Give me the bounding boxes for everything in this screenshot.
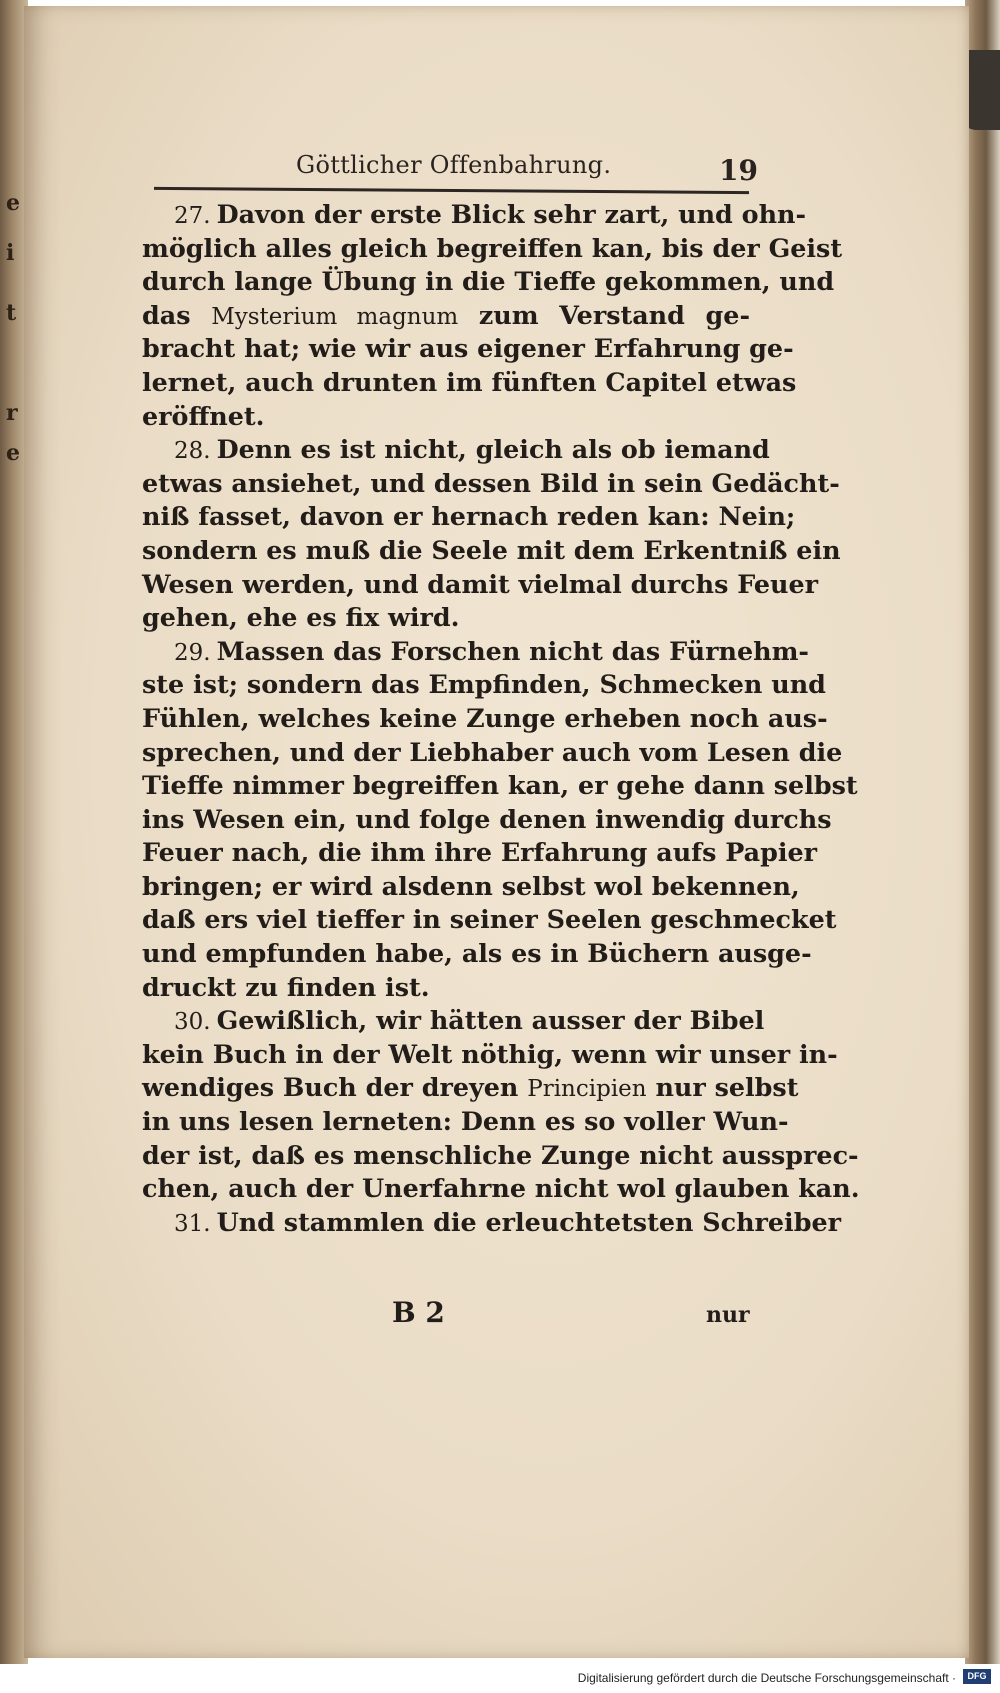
text-line xyxy=(142,232,843,266)
catchword: nur xyxy=(706,1302,750,1328)
text-line xyxy=(142,903,837,937)
text-line xyxy=(142,299,750,333)
text-line xyxy=(142,1071,799,1105)
line-text: eröffnet. xyxy=(142,400,265,431)
paragraph-number: 30. xyxy=(174,1009,211,1036)
text-line xyxy=(142,265,835,299)
line-text: das xyxy=(142,299,212,330)
line-text: Tieffe nimmer begreiffen kan, er gehe dann selbst xyxy=(142,770,858,801)
funding-credit: Digitalisierung gefördert durch die Deutsche Forschungsgemeinschaft · xyxy=(577,1671,956,1685)
paragraph-number: 31. xyxy=(174,1210,211,1237)
line-text: lernet, auch drunten im fünften Capitel etwas xyxy=(142,366,797,397)
line-text: Feuer nach, die ihm ihre Erfahrung aufs Papier xyxy=(142,837,818,868)
line-text: sprechen, und der Liebhaber auch vom Lesen die xyxy=(142,736,843,767)
line-text: chen, auch der Unerfahrne nicht wol glauben kan. xyxy=(142,1173,860,1204)
text-line xyxy=(142,635,809,669)
book-page xyxy=(24,6,969,1658)
text-line xyxy=(142,668,826,702)
text-line xyxy=(142,534,841,568)
text-line xyxy=(142,971,750,1005)
dfg-logo: DFG xyxy=(963,1669,991,1684)
text-line xyxy=(142,1206,841,1240)
antiqua-term: Principien xyxy=(527,1076,647,1103)
left-page-fragment: r xyxy=(6,400,18,426)
line-text: sondern es muß die Seele mit dem Erkentniß ein xyxy=(142,534,841,565)
line-text: ins Wesen ein, und folge denen inwendig durchs xyxy=(142,803,832,834)
left-page-fragment: e xyxy=(6,440,20,466)
line-text: Wesen werden, und damit vielmal durchs Feuer xyxy=(142,568,819,599)
line-text: etwas ansiehet, und dessen Bild in sein Gedächt- xyxy=(142,467,840,498)
page-number: 19 xyxy=(719,154,758,187)
text-line xyxy=(142,836,818,870)
line-text: Fühlen, welches keine Zunge erheben noch aus- xyxy=(142,702,828,733)
line-text: Massen das Forschen nicht das Fürnehm- xyxy=(216,635,809,666)
line-text: durch lange Übung in die Tieffe gekommen, und xyxy=(142,266,835,297)
line-text: bracht hat; wie wir aus eigener Erfahrung ge- xyxy=(142,333,794,364)
text-line xyxy=(142,1038,838,1072)
text-line xyxy=(142,433,770,467)
text-line xyxy=(142,736,843,770)
text-line xyxy=(142,601,750,635)
line-text: niß fasset, davon er hernach reden kan: Nein; xyxy=(142,501,796,532)
line-text: nur selbst xyxy=(646,1072,799,1103)
line-text: zum Verstand ge- xyxy=(458,299,751,330)
paragraph-number: 28. xyxy=(174,438,211,465)
signature-mark: B 2 xyxy=(392,1296,445,1329)
line-text: bringen; er wird alsdenn selbst wol bekennen, xyxy=(142,870,800,901)
line-text: und empfunden habe, als es in Büchern ausge- xyxy=(142,938,812,969)
text-line xyxy=(142,1172,860,1206)
line-text: druckt zu finden ist. xyxy=(142,971,430,1002)
text-line xyxy=(142,870,800,904)
header-rule xyxy=(154,187,749,194)
left-page-fragment: e xyxy=(6,190,20,216)
text-line xyxy=(142,500,796,534)
line-text: Davon der erste Blick sehr zart, und ohn- xyxy=(216,199,807,229)
line-text: gehen, ehe es fix wird. xyxy=(142,602,460,633)
body-text xyxy=(142,198,860,1239)
line-text: daß ers viel tieffer in seiner Seelen geschmecket xyxy=(142,904,837,935)
text-line xyxy=(142,198,807,232)
text-line xyxy=(142,366,797,400)
book-fore-edge xyxy=(965,0,1000,1693)
paragraph-number: 27. xyxy=(174,203,211,229)
text-line xyxy=(142,467,840,501)
line-text: Und stammlen die erleuchtetsten Schreiber xyxy=(216,1206,841,1237)
line-text: ste ist; sondern das Empfinden, Schmecken und xyxy=(142,669,826,700)
text-line xyxy=(142,1105,789,1139)
line-text: in uns lesen lerneten: Denn es so voller Wun- xyxy=(142,1106,789,1137)
line-text: wendiges Buch der dreyen xyxy=(142,1072,528,1103)
antiqua-term: Mysterium magnum xyxy=(211,303,459,330)
line-text: möglich alles gleich begreiffen kan, bis der Geist xyxy=(142,232,843,263)
text-line xyxy=(142,937,812,971)
running-head: Göttlicher Offenbahrung. xyxy=(296,151,612,179)
text-line xyxy=(142,702,828,736)
text-line xyxy=(142,1139,859,1173)
text-line xyxy=(142,769,858,803)
line-text: Gewißlich, wir hätten ausser der Bibel xyxy=(216,1005,765,1036)
text-line xyxy=(142,1004,765,1038)
paragraph-number: 29. xyxy=(174,639,211,666)
line-text: der ist, daß es menschliche Zunge nicht aussprec- xyxy=(142,1139,859,1170)
left-page-fragment: t xyxy=(6,300,17,326)
line-text: Denn es ist nicht, gleich als ob iemand xyxy=(216,434,770,465)
text-line xyxy=(142,332,794,366)
text-line xyxy=(142,568,819,602)
text-line xyxy=(142,803,832,837)
text-line xyxy=(142,400,750,434)
left-page-fragment: i xyxy=(6,240,15,266)
line-text: kein Buch in der Welt nöthig, wenn wir unser in- xyxy=(142,1038,838,1069)
